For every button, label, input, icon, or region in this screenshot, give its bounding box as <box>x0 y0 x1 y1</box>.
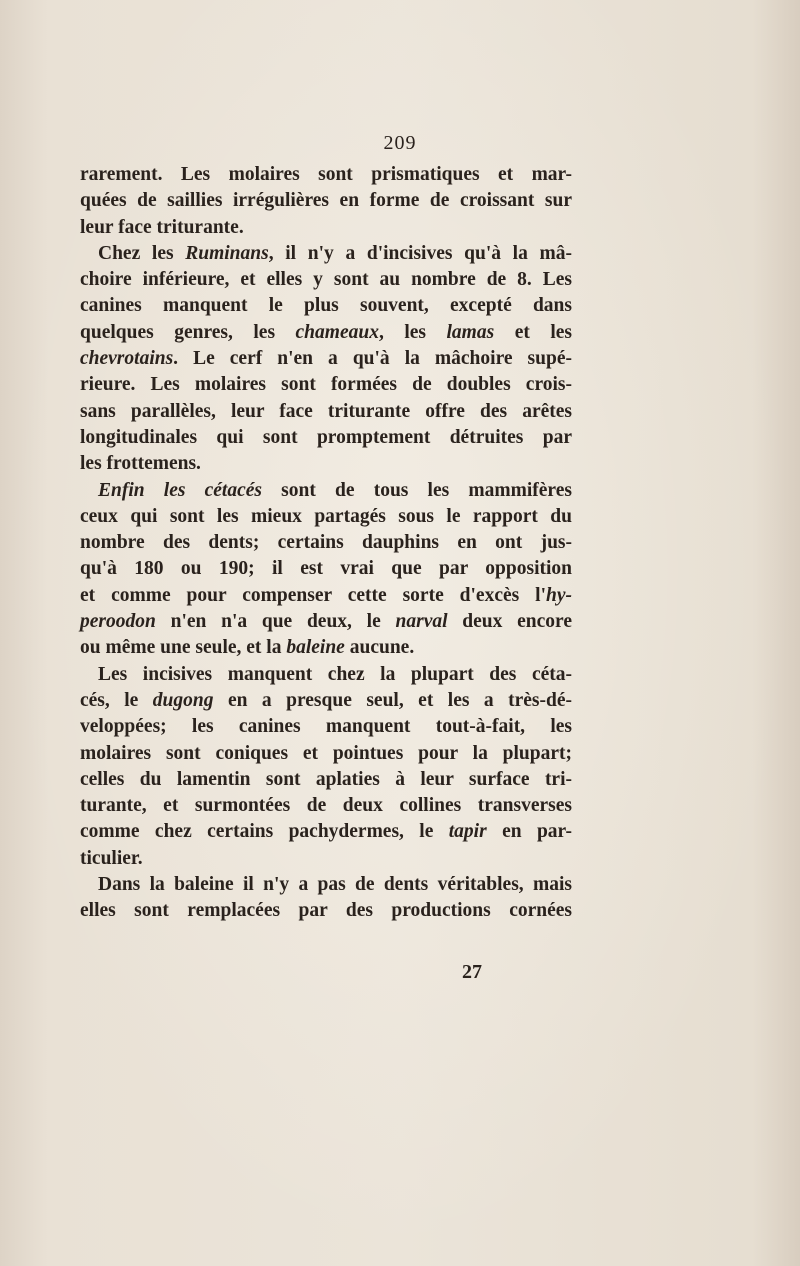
text-line: Les incisives manquent chez la plupart des céta- <box>98 663 572 685</box>
text-run: ou même une seule, et la <box>80 637 287 659</box>
text-run: comme chez certains pachydermes, le <box>80 821 449 843</box>
text-line: veloppées; les canines manquent tout-à-fait, les <box>80 716 572 738</box>
italic-term: hy- <box>546 584 572 606</box>
text-run: deux encore <box>447 611 572 633</box>
text-run: sont de tous les mammifères <box>262 479 572 501</box>
text-line: quées de saillies irrégulières en forme de croissant sur <box>80 190 572 212</box>
text-line: turante, et surmontées de deux collines transverses <box>80 795 572 817</box>
text-line: choire inférieure, et elles y sont au nombre de 8. Les <box>80 269 572 291</box>
italic-term: dugong <box>152 689 214 711</box>
text-line <box>80 819 572 845</box>
text-line: molaires sont coniques et pointues pour la plupart; <box>80 742 572 764</box>
text-line <box>80 635 572 661</box>
italic-term: lamas <box>446 321 495 343</box>
italic-term: chevrotains <box>80 348 174 370</box>
text-line <box>80 241 572 267</box>
page-body-text <box>80 162 572 925</box>
italic-term: Enfin les cétacés <box>98 479 262 501</box>
italic-term: narval <box>395 611 448 633</box>
text-line: canines manquent le plus souvent, excepté dans <box>80 295 572 317</box>
text-line: rarement. Les molaires sont prismatiques et mar- <box>80 164 572 185</box>
text-run: quelques genres, les <box>80 321 296 343</box>
text-run: en a presque seul, et les a très-dé- <box>213 689 572 711</box>
text-line: sans parallèles, leur face triturante offre des arêtes <box>80 400 572 422</box>
text-run: n'en n'a que deux, le <box>155 611 396 633</box>
italic-term: Ruminans <box>185 242 269 264</box>
text-run: en par- <box>486 821 572 843</box>
italic-term: peroodon <box>80 611 156 633</box>
text-line <box>80 320 572 346</box>
italic-term: chameaux <box>295 321 379 343</box>
signature-mark: 27 <box>462 961 482 983</box>
text-run: et les <box>494 321 572 343</box>
text-run: . Le cerf n'en a qu'à la mâchoire supé- <box>173 348 572 370</box>
text-line: rieure. Les molaires sont formées de doubles crois- <box>80 374 572 396</box>
text-line: celles du lamentin sont aplaties à leur surface tri- <box>80 768 572 790</box>
italic-term: baleine <box>286 637 345 659</box>
text-line: les frottemens. <box>80 453 201 475</box>
text-line <box>80 583 572 609</box>
text-run: cés, le <box>80 689 153 711</box>
text-line: qu'à 180 ou 190; il est vrai que par opposition <box>80 558 572 580</box>
text-line: longitudinales qui sont promptement détruites par <box>80 426 572 448</box>
text-line <box>80 346 572 372</box>
text-run: aucune. <box>344 637 415 659</box>
text-line <box>80 609 572 635</box>
text-run: Chez les <box>98 242 186 264</box>
text-line <box>80 688 572 714</box>
text-line: elles sont remplacées par des productions cornées <box>80 900 572 922</box>
text-line: Dans la baleine il n'y a pas de dents véritables, mais <box>98 874 572 896</box>
text-line <box>80 478 572 504</box>
text-run: , il n'y a d'incisives qu'à la mâ- <box>268 242 572 264</box>
italic-term: tapir <box>448 821 487 843</box>
text-line: leur face triturante. <box>80 216 244 238</box>
text-line: ticulier. <box>80 847 143 869</box>
text-line: nombre des dents; certains dauphins en ont jus- <box>80 532 572 554</box>
text-line: ceux qui sont les mieux partagés sous le rapport du <box>80 505 572 527</box>
text-run: et comme pour compenser cette sorte d'excès l' <box>80 584 546 606</box>
page-number: 209 <box>383 132 417 154</box>
text-run: , les <box>378 321 447 343</box>
